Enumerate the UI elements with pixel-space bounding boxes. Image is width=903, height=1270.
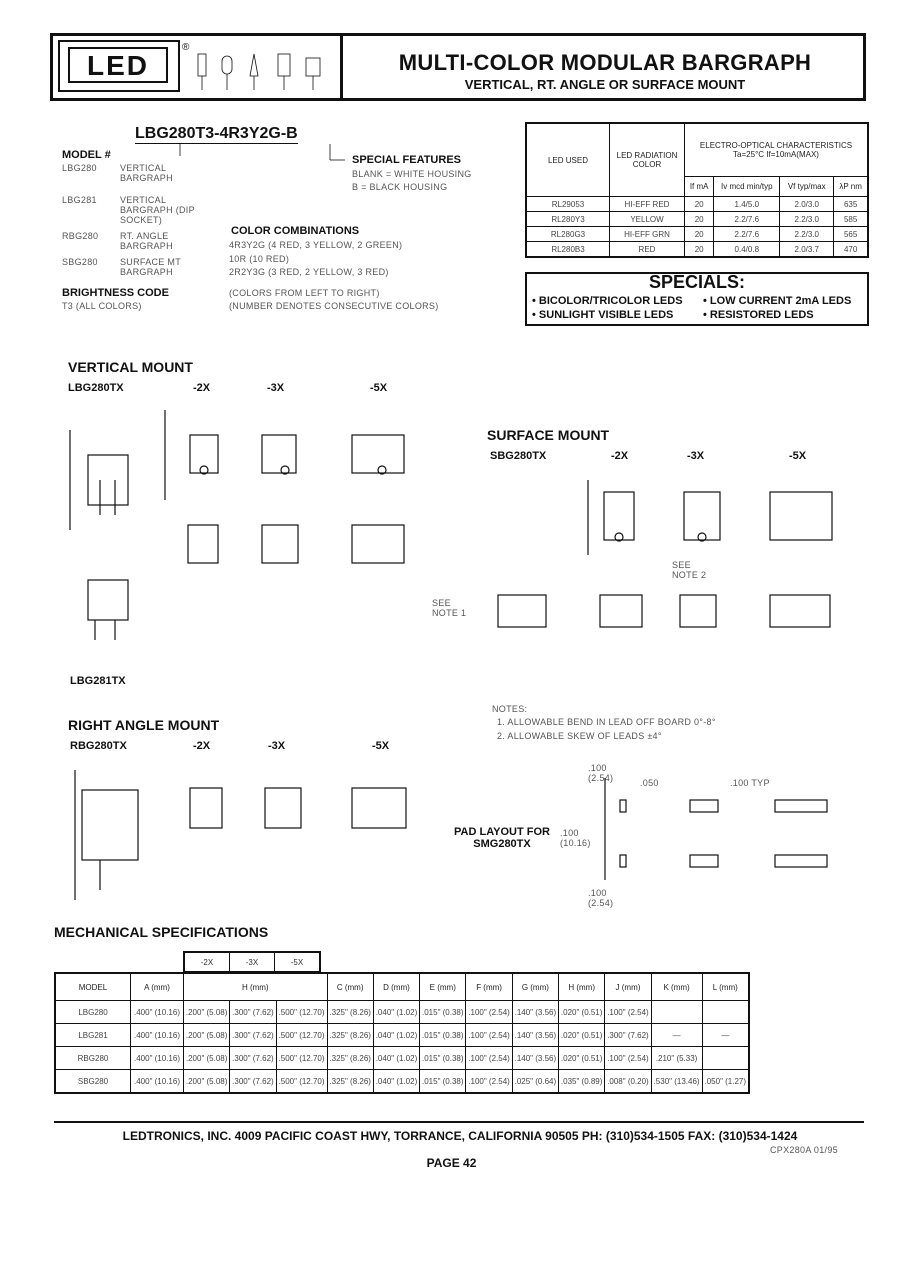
model-label: MODEL # <box>62 149 111 161</box>
cell: .210" (5.33) <box>651 1047 702 1070</box>
color-line: 4R3Y2G (4 RED, 3 YELLOW, 2 GREEN) <box>229 240 403 250</box>
col-vf: Vf typ/max <box>780 176 834 196</box>
cell: .500" (12.70) <box>276 1024 327 1047</box>
cell: .400" (10.16) <box>131 1001 184 1024</box>
footer-code: CPX280A 01/95 <box>770 1145 838 1155</box>
cell: LBG281 <box>55 1024 131 1047</box>
cell: .008" (0.20) <box>605 1070 651 1094</box>
pad-dim: .100 (2.54) <box>588 763 614 783</box>
cell: RED <box>610 242 685 258</box>
special-item: • RESISTORED LEDS <box>703 309 814 321</box>
cell: LBG280 <box>55 1001 131 1024</box>
cell: .015" (0.38) <box>420 1024 466 1047</box>
col-header: J (mm) <box>605 973 651 1001</box>
cell: .325" (8.26) <box>327 1024 373 1047</box>
col-lp: λP nm <box>834 176 868 196</box>
cell: 20 <box>685 197 714 212</box>
special-line: B = BLACK HOUSING <box>352 182 448 192</box>
page-title: MULTI-COLOR MODULAR BARGRAPH <box>398 50 812 75</box>
cell: .040" (1.02) <box>373 1001 419 1024</box>
cell: YELLOW <box>610 212 685 227</box>
col-header: F (mm) <box>466 973 512 1001</box>
variant-label: -5X <box>789 450 807 462</box>
cell: .500" (12.70) <box>276 1070 327 1094</box>
table-row <box>55 1001 749 1024</box>
logo-text: LED <box>87 50 149 81</box>
mechanical-table <box>54 972 750 1094</box>
cell: .500" (12.70) <box>276 1001 327 1024</box>
h-variant: -2X <box>185 953 230 971</box>
special-item-text: SUNLIGHT VISIBLE LEDS <box>538 309 674 321</box>
pad-dim: .100 (10.16) <box>560 828 591 848</box>
cell: .400" (10.16) <box>131 1070 184 1094</box>
col-radiation-color: LED RADIATION COLOR <box>610 123 685 197</box>
pad-layout-title: PAD LAYOUT FOR SMG280TX <box>454 826 550 850</box>
cell: 20 <box>685 212 714 227</box>
notes-title: NOTES: <box>492 704 528 714</box>
right-angle-mount-title: RIGHT ANGLE MOUNT <box>68 717 220 733</box>
cell: .325" (8.26) <box>327 1070 373 1094</box>
cell: .200" (5.08) <box>184 1024 230 1047</box>
footer-rule <box>54 1121 864 1123</box>
cell: .400" (10.16) <box>131 1024 184 1047</box>
cell <box>651 1001 702 1024</box>
variant-label: -3X <box>268 740 286 752</box>
col-header: C (mm) <box>327 973 373 1001</box>
cell: RL280Y3 <box>526 212 610 227</box>
cell: .300" (7.62) <box>605 1024 651 1047</box>
cell: HI-EFF RED <box>610 197 685 212</box>
cell: .325" (8.26) <box>327 1047 373 1070</box>
cell: .050" (1.27) <box>702 1070 749 1094</box>
cell: .200" (5.08) <box>184 1070 230 1094</box>
cell: .015" (0.38) <box>420 1047 466 1070</box>
cell: .020" (0.51) <box>559 1024 605 1047</box>
vertical-mount-title: VERTICAL MOUNT <box>68 359 193 375</box>
variant-label: -3X <box>267 382 285 394</box>
cell: 2.2/7.6 <box>714 212 780 227</box>
cell: 2.2/7.6 <box>714 227 780 242</box>
model-id: RBG280 <box>62 231 99 241</box>
col-header: A (mm) <box>131 973 184 1001</box>
cell: .300" (7.62) <box>230 1001 276 1024</box>
registered-mark: ® <box>182 42 190 53</box>
color-line: 10R (10 RED) <box>229 254 290 264</box>
cell: .100" (2.54) <box>466 1070 512 1094</box>
col-iv: Iv mcd min/typ <box>714 176 780 196</box>
model-id: LBG281 <box>62 195 97 205</box>
cell: .300" (7.62) <box>230 1070 276 1094</box>
cell: 20 <box>685 242 714 258</box>
cell: .325" (8.26) <box>327 1001 373 1024</box>
cell: .025" (0.64) <box>512 1070 558 1094</box>
cell: HI-EFF GRN <box>610 227 685 242</box>
variant-label: -2X <box>193 740 211 752</box>
cell: 1.4/5.0 <box>714 197 780 212</box>
cell: .300" (7.62) <box>230 1024 276 1047</box>
col-if: If mA <box>685 176 714 196</box>
h-variant: -3X <box>230 953 275 971</box>
col-header: L (mm) <box>702 973 749 1001</box>
surface-model: SBG280TX <box>490 450 547 462</box>
col-header: H (mm) <box>184 973 328 1001</box>
pad-dim: .100 TYP <box>730 778 770 788</box>
color-line: 2R2Y3G (3 RED, 2 YELLOW, 3 RED) <box>229 267 389 277</box>
variant-label: -2X <box>193 382 211 394</box>
cell: .300" (7.62) <box>230 1047 276 1070</box>
cell: 565 <box>834 227 868 242</box>
cell: .100" (2.54) <box>605 1001 651 1024</box>
h-variant: -5X <box>290 958 304 967</box>
pad-dim: .050 <box>640 778 659 788</box>
page-number: PAGE 42 <box>426 1156 477 1170</box>
model-desc: VERTICAL BARGRAPH (DIP SOCKET) <box>120 195 195 225</box>
cell: .200" (5.08) <box>184 1001 230 1024</box>
special-item-text: LOW CURRENT 2mA LEDS <box>709 295 852 307</box>
variant-label: -5X <box>372 740 390 752</box>
cell: RL280G3 <box>526 227 610 242</box>
cell: .400" (10.16) <box>131 1047 184 1070</box>
cell: RL29053 <box>526 197 610 212</box>
table-row <box>55 1047 749 1070</box>
brightness-value: T3 (ALL COLORS) <box>62 301 142 311</box>
cell: .530" (13.46) <box>651 1070 702 1094</box>
pad-dim: .100 (2.54) <box>588 888 614 908</box>
see-note-2: SEE NOTE 2 <box>672 560 707 580</box>
cell: .015" (0.38) <box>420 1070 466 1094</box>
cell: .020" (0.51) <box>559 1047 605 1070</box>
vertical-model-2: LBG281TX <box>70 675 126 687</box>
cell: .100" (2.54) <box>605 1047 651 1070</box>
col-led-used: LED USED <box>526 123 610 197</box>
variant-label: -5X <box>370 382 388 394</box>
mechanical-title: MECHANICAL SPECIFICATIONS <box>54 924 269 940</box>
cell: RL280B3 <box>526 242 610 258</box>
note-item: 1. ALLOWABLE BEND IN LEAD OFF BOARD 0°-8° <box>497 717 716 727</box>
cell: 20 <box>685 227 714 242</box>
cell: .100" (2.54) <box>466 1047 512 1070</box>
note-item: 2. ALLOWABLE SKEW OF LEADS ±4° <box>497 731 662 741</box>
cell <box>702 1001 749 1024</box>
vertical-model: LBG280TX <box>68 382 124 394</box>
special-item-text: RESISTORED LEDS <box>709 309 814 321</box>
cell: .040" (1.02) <box>373 1047 419 1070</box>
model-id: SBG280 <box>62 257 98 267</box>
cell: 635 <box>834 197 868 212</box>
cell: .100" (2.54) <box>466 1024 512 1047</box>
cell: 2.0/3.0 <box>780 197 834 212</box>
col-header: H (mm) <box>559 973 605 1001</box>
model-id: LBG280 <box>62 163 97 173</box>
cell: 585 <box>834 212 868 227</box>
col-header: MODEL <box>55 973 131 1001</box>
page-subtitle: VERTICAL, RT. ANGLE OR SURFACE MOUNT <box>464 77 746 92</box>
cell <box>702 1047 749 1070</box>
color-combinations-label: COLOR COMBINATIONS <box>231 225 360 237</box>
cell: 2.2/3.0 <box>780 212 834 227</box>
cell: .140" (3.56) <box>512 1024 558 1047</box>
col-header: D (mm) <box>373 973 419 1001</box>
cell: .035" (0.89) <box>559 1070 605 1094</box>
col-group-header: ELECTRO-OPTICAL CHARACTERISTICS Ta=25°C If=10mA(MAX) <box>685 123 869 176</box>
brightness-label: BRIGHTNESS CODE <box>62 287 169 299</box>
table-row <box>55 1024 749 1047</box>
cell: .140" (3.56) <box>512 1047 558 1070</box>
cell: RBG280 <box>55 1047 131 1070</box>
variant-label: -3X <box>687 450 705 462</box>
cell: — <box>702 1024 749 1047</box>
cell: SBG280 <box>55 1070 131 1094</box>
special-item: • BICOLOR/TRICOLOR LEDS <box>532 295 683 307</box>
surface-mount-title: SURFACE MOUNT <box>487 427 610 443</box>
cell: .015" (0.38) <box>420 1001 466 1024</box>
col-header: K (mm) <box>651 973 702 1001</box>
model-desc: RT. ANGLE BARGRAPH <box>120 231 173 251</box>
right-angle-model: RBG280TX <box>70 740 127 752</box>
cell: .140" (3.56) <box>512 1001 558 1024</box>
col-header: G (mm) <box>512 973 558 1001</box>
special-line: BLANK = WHITE HOUSING <box>352 169 472 179</box>
col-header: E (mm) <box>420 973 466 1001</box>
variant-label: -2X <box>611 450 629 462</box>
see-note-1: SEE NOTE 1 <box>432 598 467 618</box>
cell: .040" (1.02) <box>373 1070 419 1094</box>
cell: 470 <box>834 242 868 258</box>
cell: .200" (5.08) <box>184 1047 230 1070</box>
cell: — <box>651 1024 702 1047</box>
special-item: • LOW CURRENT 2mA LEDS <box>703 295 852 307</box>
cell: 0.4/0.8 <box>714 242 780 258</box>
cell: .500" (12.70) <box>276 1047 327 1070</box>
special-item: • SUNLIGHT VISIBLE LEDS <box>532 309 674 321</box>
model-desc: VERTICAL BARGRAPH <box>120 163 173 183</box>
special-features-label: SPECIAL FEATURES <box>352 154 461 166</box>
cell: 2.2/3.0 <box>780 227 834 242</box>
special-item-text: BICOLOR/TRICOLOR LEDS <box>538 295 683 307</box>
model-desc: SURFACE MT BARGRAPH <box>120 257 181 277</box>
table-row <box>55 1070 749 1094</box>
specials-title: SPECIALS: <box>648 272 745 292</box>
cell: .100" (2.54) <box>466 1001 512 1024</box>
color-line: (COLORS FROM LEFT TO RIGHT) <box>229 288 380 298</box>
color-line: (NUMBER DENOTES CONSECUTIVE COLORS) <box>229 301 439 311</box>
h-variant-header <box>183 951 321 973</box>
model-code: LBG280T3-4R3Y2G-B <box>135 125 298 142</box>
cell: .040" (1.02) <box>373 1024 419 1047</box>
cell: .020" (0.51) <box>559 1001 605 1024</box>
cell: 2.0/3.7 <box>780 242 834 258</box>
footer-address: LEDTRONICS, INC. 4009 PACIFIC COAST HWY, TORRANCE, CALIFORNIA 90505 PH: (310)534-1505 FAX: (310)534-1424 <box>122 1129 798 1143</box>
